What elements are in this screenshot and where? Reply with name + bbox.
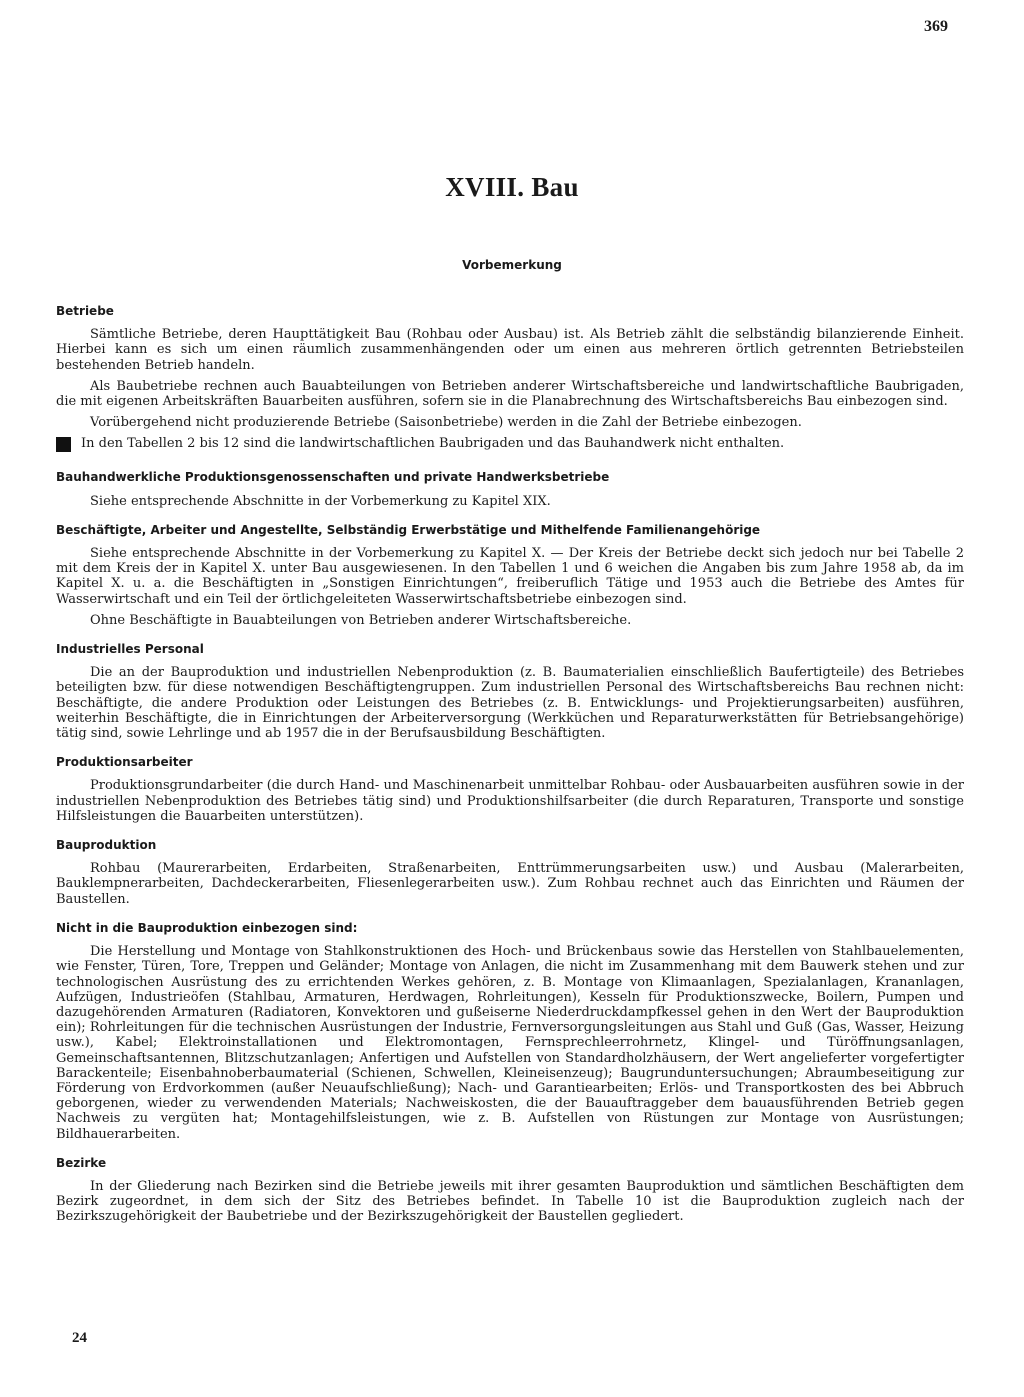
section-beschaeftigte	[56, 523, 964, 628]
table-note	[56, 436, 964, 452]
section-heading: Bauhandwerkliche Produktionsgenossenschaften und private Handwerksbetriebe	[56, 470, 610, 485]
preface-heading: Vorbemerkung	[462, 258, 562, 272]
paragraph: In der Gliederung nach Bezirken sind die Betriebe jeweils mit ihrer gesamten Bauproduktion und sämtlichen Beschäftigten dem Bezirk zugeordnet, in dem sich der Sitz des Betriebes befindet. In Tabelle 10 ist die Bauproduktion zugleich nach der Bezirkszugehörigkeit der Baubetriebe und der Bezirkszugehörigkeit der Baustellen gegliedert.	[56, 1178, 964, 1225]
section-betriebe	[56, 304, 964, 452]
paragraph: Als Baubetriebe rechnen auch Bauabteilungen von Betrieben anderer Wirtschaftsbereiche und landwirtschaftliche Baubrigaden, die mit eigenen Arbeitskräften Bauarbeiten ausführen, sofern sie in die Planabrechnung des Wirtschaftsbereichs Bau einbezogen sind.	[56, 378, 964, 410]
paragraph: Produktionsgrundarbeiter (die durch Hand- und Maschinenarbeit unmittelbar Rohbau- oder Ausbauarbeiten ausführen sowie in der industriellen Nebenproduktion des Betriebes tätig sind) und Produktionshilfsarbeiter (die durch Reparaturen, Transporte und sonstige Hilfsleistungen die Bauarbeiten unterstützen).	[56, 778, 964, 824]
paragraph: Vorübergehend nicht produzierende Betriebe (Saisonbetriebe) werden in die Zahl der Betriebe einbezogen.	[90, 415, 802, 431]
page-number: 369	[924, 18, 948, 35]
document-body	[56, 304, 964, 1239]
section-heading: Nicht in die Bauproduktion einbezogen sind:	[56, 920, 358, 935]
square-marker-icon	[56, 437, 71, 452]
paragraph: Siehe entsprechende Abschnitte in der Vorbemerkung zu Kapitel X. — Der Kreis der Betriebe deckt sich jedoch nur bei Tabelle 2 mit dem Kreis der in Kapitel X. unter Bau ausgewiesenen. In den Tabellen 1 und 6 weichen die Angaben bis zum Jahre 1958 ab, da im Kapitel X. u. a. die Beschäftigten in „Sonstigen Einrichtungen“, freiberuflich Tätige und 1953 auch die Betriebe des Amtes für Wasserwirtschaft und ein Teil der örtlichgeleiteten Wasserwirtschaftsbetriebe einbezogen sind.	[56, 546, 964, 607]
section-industrielles-personal	[56, 642, 964, 741]
note-text: In den Tabellen 2 bis 12 sind die landwirtschaftlichen Baubrigaden und das Bauhandwerk nicht enthalten.	[81, 436, 785, 452]
footer-signature: 24	[72, 1330, 87, 1346]
section-bauhandwerk	[56, 470, 964, 508]
section-heading: Bezirke	[56, 1155, 107, 1170]
section-heading: Bauproduktion	[56, 838, 157, 853]
chapter-title: XVIII. Bau	[445, 172, 579, 202]
section-heading: Industrielles Personal	[56, 642, 204, 657]
paragraph: Die an der Bauproduktion und industriellen Nebenproduktion (z. B. Baumaterialien einschließlich Baufertigteile) des Betriebes beteiligten bzw. für diese notwendigen Beschäftigtengruppen. Zum industriellen Personal des Wirtschaftsbereichs Bau rechnen nicht: Beschäftigte, die andere Produktion oder Leistungen des Betriebes (z. B. Entwicklungs- und Projektierungsarbeiten) ausführen, weiterhin Beschäftigte, die in Einrichtungen der Arbeiterversorgung (Werkküchen und Reparaturwerkstätten für Betriebsangehörige) tätig sind, sowie Lehrlinge und ab 1957 die in der Berufsausbildung Beschäftigten.	[56, 665, 964, 742]
section-bauproduktion	[56, 838, 964, 907]
section-produktionsarbeiter	[56, 755, 964, 824]
paragraph: Siehe entsprechende Abschnitte in der Vorbemerkung zu Kapitel XIX.	[90, 493, 551, 509]
section-heading: Betriebe	[56, 304, 114, 318]
paragraph: Die Herstellung und Montage von Stahlkonstruktionen des Hoch- und Brückenbaus sowie das Herstellen von Stahlbauelementen, wie Fenster, Türen, Tore, Treppen und Geländer; Montage von Anlagen, die nicht im Zusammenhang mit dem Bauwerk stehen und zur technologischen Ausrüstung des zu errichtenden Werkes gehören, z. B. Montage von Klimaanlagen, Spezialanlagen, Krananlagen, Aufzügen, Industrieöfen (Stahlbau, Armaturen, Herdwagen, Rohrleitungen), Kesseln für Produktionszwecke, Boilern, Pumpen und dazugehörenden Armaturen (Radiatoren, Konvektoren und gußeiserne Niederdruckdampfkessel gehen in den Wert der Bauproduktion ein); Rohrleitungen für die technischen Ausrüstungen der Industrie, Fernversorgungsleitungen aus Stahl und Guß (Gas, Wasser, Heizung usw.), Kabel; Elektroinstallationen und Elektromontagen, Fernsprechleerrohrnetz, Klingel- und Türöffnungsanlagen, Gemeinschaftsantennen, Blitzschutzanlagen; Anfertigen und Aufstellen von Standardholzhäusern, der Wert angelieferter vorgefertigter Barackenteile; Eisenbahnoberbaumaterial (Schienen, Schwellen, Kleineisenzeug); Baugrunduntersuchungen; Abraumbeseitigung zur Förderung von Erdvorkommen (außer Neuaufschließung); Nach- und Garantiearbeiten; Erlös- und Transportkosten des bei Abbruch geborgenen, wieder zu verwendenden Materials; Nachweiskosten, die der Bauauftraggeber dem bauausführenden Betrieb gegen Nachweis zu vergüten hat; Montagehilfsleistungen, wie z. B. Aufstellen von Rüstungen zur Montage von Ausrüstungen; Bildhauerarbeiten.	[56, 944, 964, 1142]
section-heading: Beschäftigte, Arbeiter und Angestellte, Selbständig Erwerbstätige und Mithelfende Familienangehörige	[56, 522, 761, 537]
paragraph: Ohne Beschäftigte in Bauabteilungen von Betrieben anderer Wirtschaftsbereiche.	[90, 612, 632, 628]
section-nicht-einbezogen	[56, 921, 964, 1142]
paragraph: Sämtliche Betriebe, deren Haupttätigkeit Bau (Rohbau oder Ausbau) ist. Als Betrieb zählt die selbständig bilanzierende Einheit. Hierbei kann es sich um einen räumlich zusammenhängenden oder um einen aus mehreren örtlich getrennten Betriebsteilen bestehenden Betrieb handeln.	[56, 327, 964, 373]
section-bezirke	[56, 1156, 964, 1225]
paragraph: Rohbau (Maurerarbeiten, Erdarbeiten, Straßenarbeiten, Enttrümmerungsarbeiten usw.) und Ausbau (Malerarbeiten, Bauklempnerarbeiten, Dachdeckerarbeiten, Fliesenlegerarbeiten usw.). Zum Rohbau rechnet auch das Einrichten und Räumen der Baustellen.	[56, 861, 964, 907]
section-heading: Produktionsarbeiter	[56, 755, 193, 770]
